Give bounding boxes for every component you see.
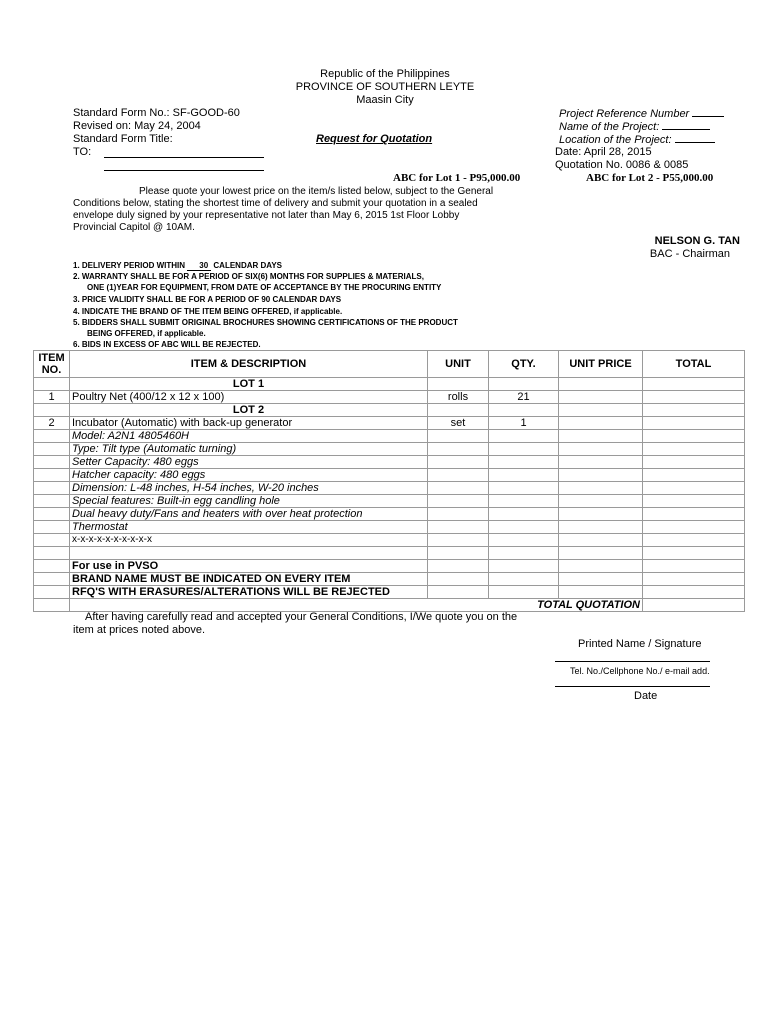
table-row xyxy=(34,599,745,612)
condition-5b: BEING OFFERED, if applicable. xyxy=(87,329,206,338)
condition-1: 1. DELIVERY PERIOD WITHIN 30 CALENDAR DAYS xyxy=(73,261,282,270)
table-row xyxy=(34,573,745,586)
note-pvso: For use in PVSO xyxy=(70,560,428,573)
table-row xyxy=(34,482,745,495)
total-quotation-label: TOTAL QUOTATION xyxy=(70,599,643,612)
header-qty: QTY. xyxy=(489,351,559,378)
table-row xyxy=(34,430,745,443)
table-row xyxy=(34,495,745,508)
signatory-name: NELSON G. TAN xyxy=(654,235,740,247)
table-row xyxy=(34,391,745,404)
project-location: Location of the Project: xyxy=(559,133,715,146)
table-header-row xyxy=(34,351,745,378)
total-quotation-value xyxy=(643,599,745,612)
header-unit-price: UNIT PRICE xyxy=(559,351,643,378)
condition-3: 3. PRICE VALIDITY SHALL BE FOR A PERIOD OF 90 CALENDAR DAYS xyxy=(73,295,342,304)
signature-line xyxy=(555,661,710,662)
project-reference: Project Reference Number xyxy=(559,107,724,120)
header-description: ITEM & DESCRIPTION xyxy=(70,351,428,378)
table-row xyxy=(34,378,745,391)
item-unit-price xyxy=(559,391,643,404)
table-row xyxy=(34,586,745,599)
contact-label: Tel. No./Cellphone No./ e-mail add. xyxy=(570,666,710,676)
item-total xyxy=(643,417,745,430)
lot1-label: LOT 1 xyxy=(70,378,428,391)
note-erasures: RFQ'S WITH ERASURES/ALTERATIONS WILL BE REJECTED xyxy=(70,586,428,599)
spec-line: Type: Tilt type (Automatic turning) xyxy=(70,443,428,456)
province-heading: PROVINCE OF SOUTHERN LEYTE xyxy=(295,81,475,93)
to-label: TO: xyxy=(73,146,92,158)
acceptance-line-2: item at prices noted above. xyxy=(73,624,206,636)
item-unit-price xyxy=(559,417,643,430)
table-row xyxy=(34,547,745,560)
to-line-2 xyxy=(104,170,264,171)
spec-line: Dual heavy duty/Fans and heaters with over heat protection xyxy=(70,508,428,521)
spec-line: Dimension: L-48 inches, H-54 inches, W-20 inches xyxy=(70,482,428,495)
table-row xyxy=(34,404,745,417)
spec-line: Model: A2N1 4805460H xyxy=(70,430,428,443)
table-row xyxy=(34,560,745,573)
form-name: Request for Quotation xyxy=(316,133,433,145)
table-row xyxy=(34,417,745,430)
spec-line: Setter Capacity: 480 eggs xyxy=(70,456,428,469)
condition-5a: 5. BIDDERS SHALL SUBMIT ORIGINAL BROCHURES SHOWING CERTIFICATIONS OF THE PRODUCT xyxy=(73,318,458,327)
note-brand: BRAND NAME MUST BE INDICATED ON EVERY ITEM xyxy=(70,573,428,586)
spec-line: Hatcher capacity: 480 eggs xyxy=(70,469,428,482)
instructions-line-4: Provincial Capitol @ 10AM. xyxy=(73,222,195,233)
table-row xyxy=(34,443,745,456)
item-description: Incubator (Automatic) with back-up generator xyxy=(70,417,428,430)
item-qty: 1 xyxy=(489,417,559,430)
form-title-label: Standard Form Title: xyxy=(73,133,173,145)
condition-6: 6. BIDS IN EXCESS OF ABC WILL BE REJECTED. xyxy=(73,340,261,349)
table-row xyxy=(34,508,745,521)
header-unit: UNIT xyxy=(428,351,489,378)
instructions-line-1: Please quote your lowest price on the item/s listed below, subject to the General xyxy=(139,186,494,197)
republic-heading: Republic of the Philippines xyxy=(320,68,450,80)
printed-name-label: Printed Name / Signature xyxy=(578,638,702,650)
date-line xyxy=(555,686,710,687)
item-unit: rolls xyxy=(428,391,489,404)
quotation-number: Quotation No. 0086 & 0085 xyxy=(555,159,689,171)
item-description: Poultry Net (400/12 x 12 x 100) xyxy=(70,391,428,404)
abc-lot2: ABC for Lot 2 - P55,000.00 xyxy=(586,172,714,184)
end-marker: x-x-x-x-x-x-x-x-x-x xyxy=(70,534,428,547)
header-total: TOTAL xyxy=(643,351,745,378)
signatory-title: BAC - Chairman xyxy=(649,248,730,260)
spec-line: Special features: Built-in egg candling hole xyxy=(70,495,428,508)
table-row xyxy=(34,534,745,547)
items-table xyxy=(33,350,745,612)
to-line-1 xyxy=(104,157,264,158)
lot2-label: LOT 2 xyxy=(70,404,428,417)
table-row xyxy=(34,521,745,534)
instructions-line-2: Conditions below, stating the shortest time of delivery and submit your quotation in a sealed xyxy=(73,198,478,209)
project-name: Name of the Project: xyxy=(559,120,710,133)
city-heading: Maasin City xyxy=(356,94,414,106)
quotation-date: Date: April 28, 2015 xyxy=(555,146,652,158)
condition-2a: 2. WARRANTY SHALL BE FOR A PERIOD OF SIX(6) MONTHS FOR SUPPLIES & MATERIALS, xyxy=(73,272,424,281)
table-row xyxy=(34,469,745,482)
acceptance-line-1: After having carefully read and accepted your General Conditions, I/We quote you on the xyxy=(85,611,518,623)
item-total xyxy=(643,391,745,404)
item-unit: set xyxy=(428,417,489,430)
item-number: 2 xyxy=(34,417,70,430)
item-number: 1 xyxy=(34,391,70,404)
header-item-no: ITEM NO. xyxy=(34,351,70,378)
revised-date: Revised on: May 24, 2004 xyxy=(73,120,201,132)
date-label: Date xyxy=(634,690,658,702)
item-qty: 21 xyxy=(489,391,559,404)
condition-2b: ONE (1)YEAR FOR EQUIPMENT, FROM DATE OF ACCEPTANCE BY THE PROCURING ENTITY xyxy=(87,283,442,292)
table-row xyxy=(34,456,745,469)
form-number: Standard Form No.: SF-GOOD-60 xyxy=(73,107,240,119)
instructions-line-3: envelope duly signed by your representative not later than May 6, 2015 1st Floor Lobby xyxy=(73,210,460,221)
spec-line: Thermostat xyxy=(70,521,428,534)
abc-lot1: ABC for Lot 1 - P95,000.00 xyxy=(393,172,521,184)
condition-4: 4. INDICATE THE BRAND OF THE ITEM BEING OFFERED, if applicable. xyxy=(73,307,343,316)
